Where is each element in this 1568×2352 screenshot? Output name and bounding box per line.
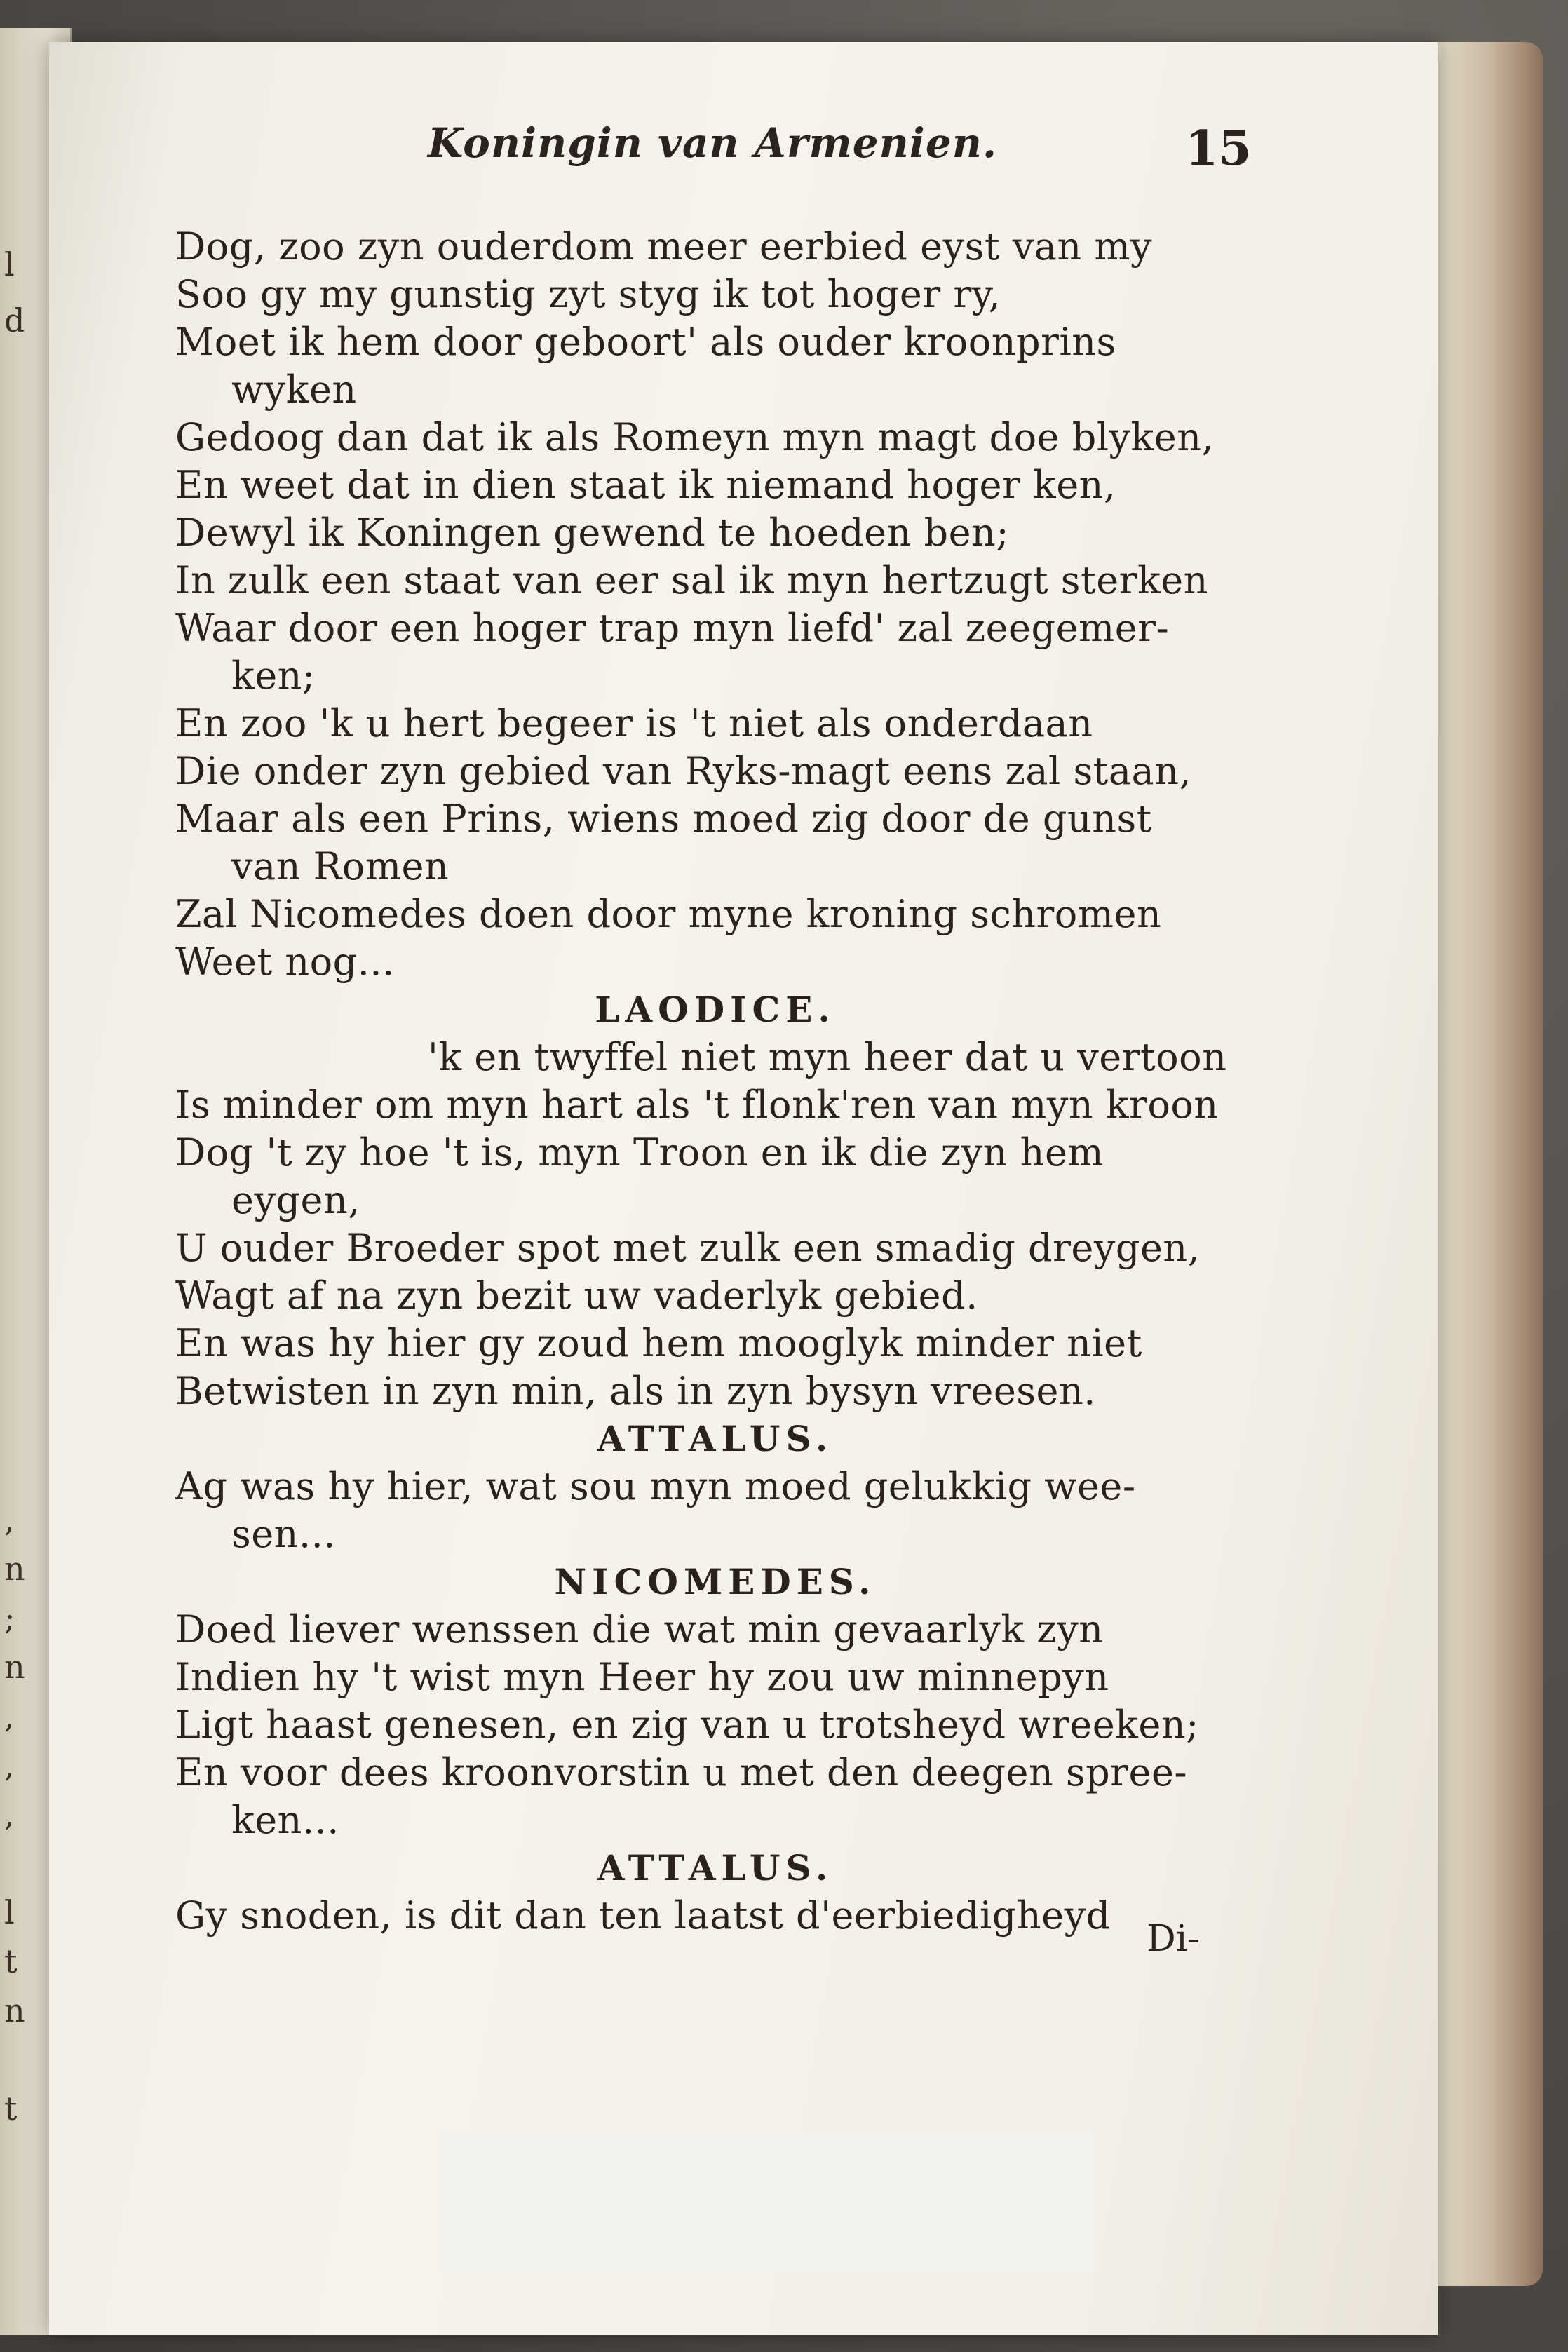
catchword: Di- xyxy=(1147,1918,1200,1960)
margin-fragment: l xyxy=(4,1893,15,1931)
verse-line-continuation: ken; xyxy=(231,654,316,698)
verse-line: Is minder om myn hart als 't flonk'ren van myn kroon xyxy=(175,1083,1219,1127)
verse-line: Gedoog dan dat ik als Romeyn myn magt doe blyken, xyxy=(175,415,1215,459)
margin-fragment: n xyxy=(4,1550,25,1588)
verse-line-continuation: van Romen xyxy=(231,844,450,888)
verse-line: Dog, zoo zyn ouderdom meer eerbied eyst van my xyxy=(175,224,1153,269)
verse-line-continuation: sen... xyxy=(231,1512,336,1556)
verse-line: Moet ik hem door geboort' als ouder kroonprins xyxy=(175,320,1116,364)
margin-fragment: n xyxy=(4,1648,25,1686)
speaker-name: ATTALUS. xyxy=(597,1847,834,1888)
verse-line: Ligt haast genesen, en zig van u trotsheyd wreeken; xyxy=(175,1703,1199,1747)
margin-fragment: , xyxy=(4,1795,15,1833)
verse-line: Soo gy my gunstig zyt styg ik tot hoger ry, xyxy=(175,272,1001,316)
speaker-name: NICOMEDES. xyxy=(554,1561,877,1602)
verse-line: Die onder zyn gebied van Ryks-magt eens zal staan, xyxy=(175,749,1192,793)
margin-fragment: , xyxy=(4,1697,15,1735)
verse-line-continuation: wyken xyxy=(231,367,357,412)
verse-line: 'k en twyffel niet myn heer dat u vertoon xyxy=(428,1035,1227,1079)
margin-fragment: t xyxy=(4,1942,18,1980)
speaker-name: ATTALUS. xyxy=(597,1418,834,1459)
verse-line: Maar als een Prins, wiens moed zig door de gunst xyxy=(175,797,1152,841)
verse-line: En weet dat in dien staat ik niemand hoger ken, xyxy=(175,463,1116,507)
verse-line-continuation: eygen, xyxy=(231,1178,360,1222)
verse-line: En voor dees kroonvorstin u met den deegen spree- xyxy=(175,1750,1188,1795)
verse-line: Indien hy 't wist myn Heer hy zou uw minnepyn xyxy=(175,1655,1109,1699)
page-number: 15 xyxy=(1185,121,1252,177)
margin-fragment: d xyxy=(4,302,25,339)
verse-line: Gy snoden, is dit dan ten laatst d'eerbiedigheyd xyxy=(175,1893,1111,1938)
blank-patch xyxy=(442,2132,1094,2272)
margin-fragment: n xyxy=(4,1992,25,2029)
speaker-name: LAODICE. xyxy=(595,989,836,1030)
margin-fragment: t xyxy=(4,2090,18,2128)
margin-fragment: , xyxy=(4,1746,15,1784)
running-head: Koningin van Armenien. xyxy=(428,119,998,167)
verse-line: Doed liever wenssen die wat min gevaarlyk zyn xyxy=(175,1607,1104,1651)
verse-line: Ag was hy hier, wat sou myn moed gelukkig wee- xyxy=(175,1464,1136,1508)
play-text xyxy=(175,223,1255,1940)
margin-fragment: , xyxy=(4,1501,15,1539)
verse-line: Zal Nicomedes doen door myne kroning schromen xyxy=(175,892,1162,936)
margin-fragment: l xyxy=(4,245,15,283)
verse-line: In zulk een staat van eer sal ik myn hertzugt sterken xyxy=(175,558,1208,602)
verse-line: U ouder Broeder spot met zulk een smadig dreygen, xyxy=(175,1226,1201,1270)
verse-line: Weet nog... xyxy=(175,940,395,984)
verse-line: Betwisten in zyn min, als in zyn bysyn vreesen. xyxy=(175,1369,1096,1413)
verse-line: Dog 't zy hoe 't is, myn Troon en ik die zyn hem xyxy=(175,1130,1104,1175)
margin-fragment: ; xyxy=(4,1599,15,1637)
verse-line: En zoo 'k u hert begeer is 't niet als onderdaan xyxy=(175,701,1093,745)
verse-line-continuation: ken... xyxy=(231,1798,339,1842)
verse-line: En was hy hier gy zoud hem mooglyk minder niet xyxy=(175,1321,1142,1365)
verse-line: Dewyl ik Koningen gewend te hoeden ben; xyxy=(175,511,1010,555)
verse-line: Wagt af na zyn bezit uw vaderlyk gebied. xyxy=(175,1273,978,1318)
verse-line: Waar door een hoger trap myn liefd' zal zeegemer- xyxy=(175,606,1170,650)
